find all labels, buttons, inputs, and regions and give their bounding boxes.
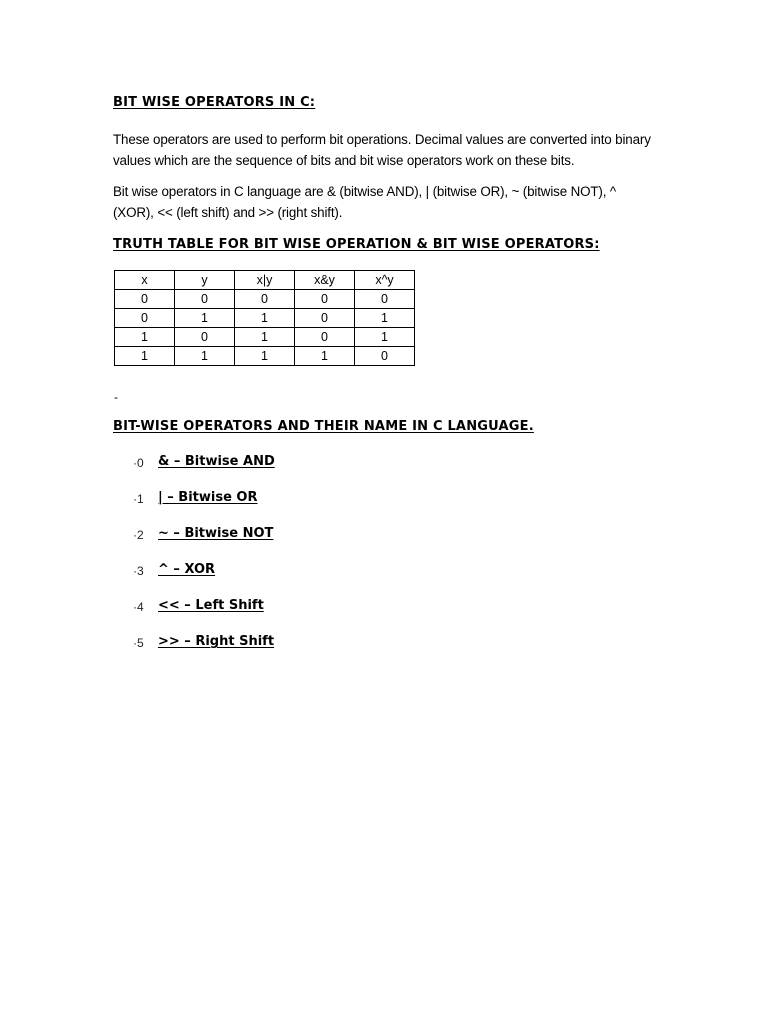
- list-item: [133, 454, 275, 490]
- intro-paragraph: These operators are used to perform bit operations. Decimal values are converted into binary values which are the sequence of bits and bit wise operators work on these bits.: [113, 132, 651, 168]
- header-cell-xor: x^y: [355, 271, 415, 290]
- table-cell: 1: [355, 309, 415, 328]
- table-cell: 0: [355, 347, 415, 366]
- section-heading-bitwise-operators: BIT WISE OPERATORS IN C:: [113, 95, 316, 110]
- table-row: [115, 328, 415, 347]
- table-cell: 0: [115, 309, 175, 328]
- list-item: [133, 562, 275, 598]
- table-cell: 1: [295, 347, 355, 366]
- table-cell: 0: [175, 290, 235, 309]
- truth-table: [114, 270, 415, 366]
- header-cell-or: x|y: [235, 271, 295, 290]
- table-cell: 1: [115, 347, 175, 366]
- list-item: [133, 634, 275, 670]
- table-cell: 1: [175, 347, 235, 366]
- operators-list-paragraph: Bit wise operators in C language are & (bitwise AND), | (bitwise OR), ~ (bitwise NOT), ^ (XOR), << (left shift) and >> (right shift).: [113, 184, 616, 220]
- table-row: [115, 309, 415, 328]
- table-row: [115, 347, 415, 366]
- list-item: [133, 526, 275, 562]
- table-cell: 0: [175, 328, 235, 347]
- header-cell-x: x: [115, 271, 175, 290]
- list-marker: ·3: [133, 564, 144, 578]
- list-marker: ·1: [133, 492, 144, 506]
- list-item: [133, 490, 275, 526]
- stray-dash-mark: -: [114, 390, 118, 404]
- list-marker: ·5: [133, 636, 144, 650]
- table-row: [115, 290, 415, 309]
- header-cell-y: y: [175, 271, 235, 290]
- table-cell: 0: [115, 290, 175, 309]
- table-cell: 1: [235, 347, 295, 366]
- list-marker: ·4: [133, 600, 144, 614]
- operator-name: | – Bitwise OR: [158, 490, 258, 505]
- table-cell: 1: [115, 328, 175, 347]
- operator-list: [133, 454, 275, 670]
- table-cell: 0: [235, 290, 295, 309]
- table-cell: 1: [235, 328, 295, 347]
- table-cell: 1: [355, 328, 415, 347]
- table-cell: 1: [175, 309, 235, 328]
- header-cell-and: x&y: [295, 271, 355, 290]
- operator-name: ^ – XOR: [158, 562, 216, 577]
- section-heading-truth-table: TRUTH TABLE FOR BIT WISE OPERATION & BIT WISE OPERATORS:: [113, 237, 600, 252]
- table-cell: 0: [295, 309, 355, 328]
- list-item: [133, 598, 275, 634]
- operator-name: & – Bitwise AND: [158, 454, 275, 469]
- table-cell: 1: [235, 309, 295, 328]
- operator-name: >> – Right Shift: [158, 634, 275, 649]
- list-marker: ·2: [133, 528, 144, 542]
- table-cell: 0: [355, 290, 415, 309]
- table-cell: 0: [295, 290, 355, 309]
- truth-table-header-row: [115, 271, 415, 290]
- table-cell: 0: [295, 328, 355, 347]
- operator-name: << – Left Shift: [158, 598, 264, 613]
- operator-name: ~ – Bitwise NOT: [158, 526, 274, 541]
- list-marker: ·0: [133, 456, 144, 470]
- section-heading-operator-names: BIT-WISE OPERATORS AND THEIR NAME IN C LANGUAGE.: [113, 419, 534, 434]
